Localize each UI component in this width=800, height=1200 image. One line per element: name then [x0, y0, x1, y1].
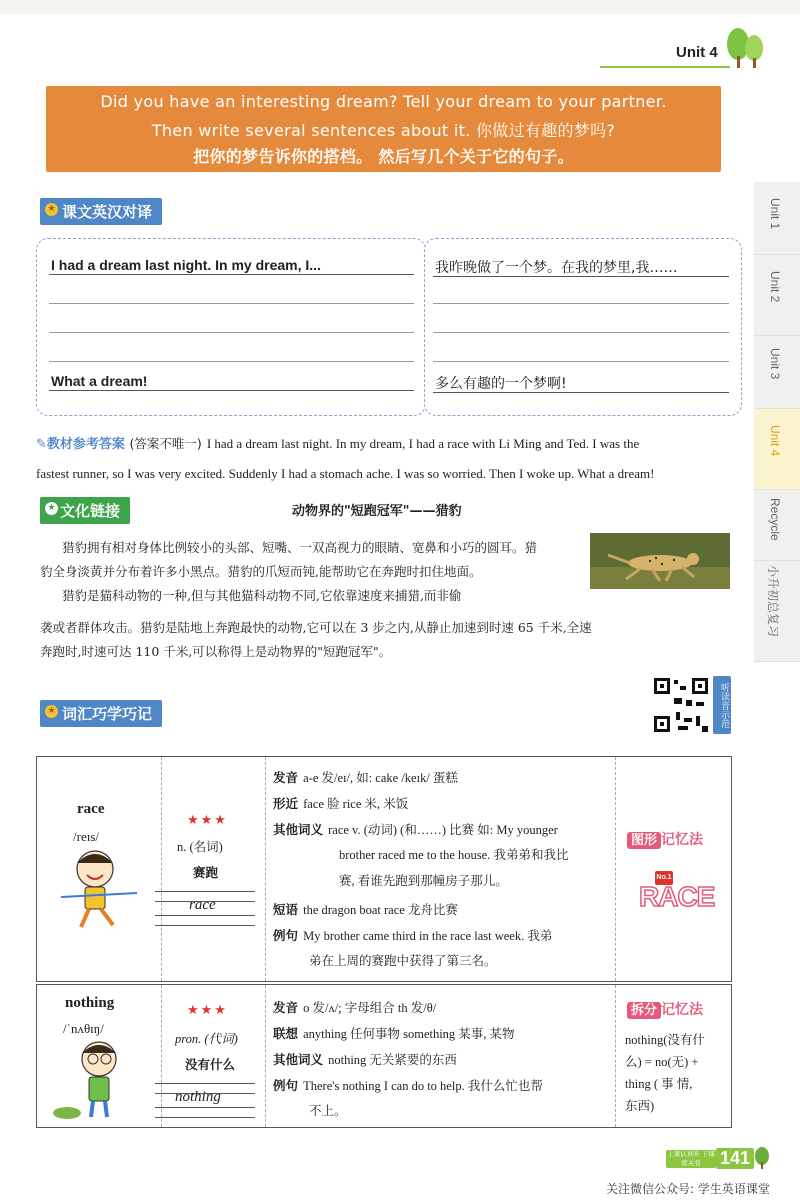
reference-answer: ✎教材参考答案 (答案不唯一) I had a dream last night. In my dream, I had a race with Li Ming and Ted. I was the	[36, 436, 640, 452]
race-graphic: RACE	[639, 881, 715, 912]
star-icon: ★	[45, 502, 58, 515]
vocab-card-nothing: nothing /ˈnʌθɪŋ/ ★★★ pron. (代词) 没有什么 nothing 发音 o 发/ʌ/; 字母组合 th 发/θ/ 联想 anything 任何事物 something 某事, 某物 其他词义 nothing 无关紧要的东西 例句 There's nothing I can do to help. 我什么忙也帮 不上。 拆分 记忆法 nothing(没有什 么) = no(无) + thing ( 事 情, 东西)	[36, 984, 732, 1128]
memory-method-tag: 拆分 记忆法	[627, 999, 703, 1019]
qr-code-icon[interactable]	[652, 676, 710, 734]
tab-review[interactable]: 小升初总复习	[754, 561, 800, 662]
tab-unit-2[interactable]: Unit 2	[754, 255, 800, 336]
banner-line-3: 把你的梦告诉你的搭档。 然后写几个关于它的句子。	[193, 147, 574, 166]
header-underline	[600, 66, 730, 68]
runner-boy-illustration	[51, 847, 147, 937]
vocab-word: nothing	[65, 995, 115, 1011]
star-icon: ★	[45, 203, 58, 216]
chinese-last-line: 多么有趣的一个梦啊!	[435, 376, 567, 392]
tree-icon	[722, 24, 766, 70]
answer-label: ✎教材参考答案	[36, 437, 125, 452]
chinese-writing-box[interactable]	[424, 238, 742, 416]
footer-badge: 上课认真听 下课练关卷	[667, 1150, 715, 1167]
vocab-phonetic: /reɪs/	[73, 829, 99, 844]
tab-unit-3[interactable]: Unit 3	[754, 336, 800, 409]
vocab-meaning: 赛跑	[193, 865, 219, 880]
english-writing-box[interactable]	[36, 238, 426, 416]
vocab-word: race	[77, 801, 105, 817]
qr-label: 听读音示范	[713, 676, 731, 734]
leaf-icon	[752, 1146, 772, 1170]
star-icon: ★	[45, 705, 58, 718]
culture-title: 动物界的"短跑冠军"——猎豹	[292, 504, 462, 519]
banner-line-2: Then write several sentences about it. 你做过有趣的梦吗?	[151, 121, 616, 140]
vocab-meaning: 没有什么	[185, 1057, 236, 1072]
culture-p1b: 豹全身淡黄并分布着许多小黑点。猎豹的爪短而钝,能帮助它在奔跑时扣住地面。	[40, 564, 482, 579]
vocab-card-race: race /reɪs/ ★★★ n. (名词) 赛跑 race 发音 a-e 发/eɪ/, 如: cake /keɪk/ 蛋糕 形近 face 脸 rice 米, 米饭 其他词义 race v. (动词) (和……) 比赛 如: My younger brother raced me to the house. 我弟弟和我比 赛, 看谁先跑到那幢房子那儿。 短语 the dragon boat race 龙舟比赛 例句 My brother came third in the race last week. 我弟 弟在上周的赛跑中获得了第三名。 图形 记忆法 No.1 RACE	[36, 756, 732, 982]
tab-recycle[interactable]: Recycle	[754, 490, 800, 561]
memory-method-tag: 图形 记忆法	[627, 829, 703, 849]
answer-line-2: fastest runner, so I was very excited. Suddenly I had a stomach ache. I was so worried. Then I woke up. What a dream!	[36, 466, 655, 481]
vocab-phonetic: /ˈnʌθɪŋ/	[63, 1021, 104, 1036]
vocab-pos: pron. (代词)	[175, 1032, 238, 1046]
culture-p2c: 奔跑时,时速可达 110 千米,可以称得上是动物界的"短跑冠军"。	[40, 644, 392, 659]
handwriting-sample: nothing	[175, 1089, 221, 1105]
section-tag-vocab: ★ 词汇巧学巧记	[40, 700, 162, 727]
culture-p2b: 袭或者群体攻击。猎豹是陆地上奔跑最快的动物,它可以在 3 步之内,从静止加速到时速 65 千米,全速	[40, 620, 592, 635]
no1-badge: No.1	[655, 871, 673, 885]
top-strip	[0, 0, 800, 14]
thinking-boy-illustration	[51, 1039, 147, 1121]
section-tag-culture: ★ 文化链接	[40, 497, 130, 524]
memory-explanation: nothing(没有什 么) = no(无) + thing ( 事 情, 东西)	[625, 1033, 705, 1113]
unit-title: Unit 4	[676, 44, 718, 61]
banner-line-1: Did you have an interesting dream? Tell your dream to your partner.	[100, 92, 667, 111]
cheetah-photo	[590, 533, 730, 589]
chinese-first-line: 我昨晚做了一个梦。在我的梦里,我……	[435, 260, 678, 276]
culture-p1a: 猎豹拥有相对身体比例较小的头部、短嘴、一双高视力的眼睛、宽鼻和小巧的圆耳。猎	[62, 540, 538, 555]
pencil-icon: ✎	[36, 437, 47, 452]
vocab-pos: n. (名词)	[177, 840, 223, 854]
handwriting-sample: race	[189, 897, 216, 913]
english-first-line: I had a dream last night. In my dream, I...	[51, 257, 321, 273]
instruction-banner	[46, 86, 721, 172]
tab-unit-1[interactable]: Unit 1	[754, 182, 800, 255]
difficulty-stars: ★★★	[187, 1003, 228, 1018]
section-tag-translation: ★ 课文英汉对译	[40, 198, 162, 225]
wechat-note: 关注微信公众号: 学生英语课堂	[606, 1182, 770, 1196]
page-number: 141	[716, 1148, 754, 1169]
culture-p2a: 猎豹是猫科动物的一种,但与其他猫科动物不同,它依靠速度来捕猎,而非偷	[62, 588, 462, 603]
tab-unit-4[interactable]: Unit 4	[754, 409, 800, 490]
english-last-line: What a dream!	[51, 373, 148, 389]
difficulty-stars: ★★★	[187, 813, 228, 828]
